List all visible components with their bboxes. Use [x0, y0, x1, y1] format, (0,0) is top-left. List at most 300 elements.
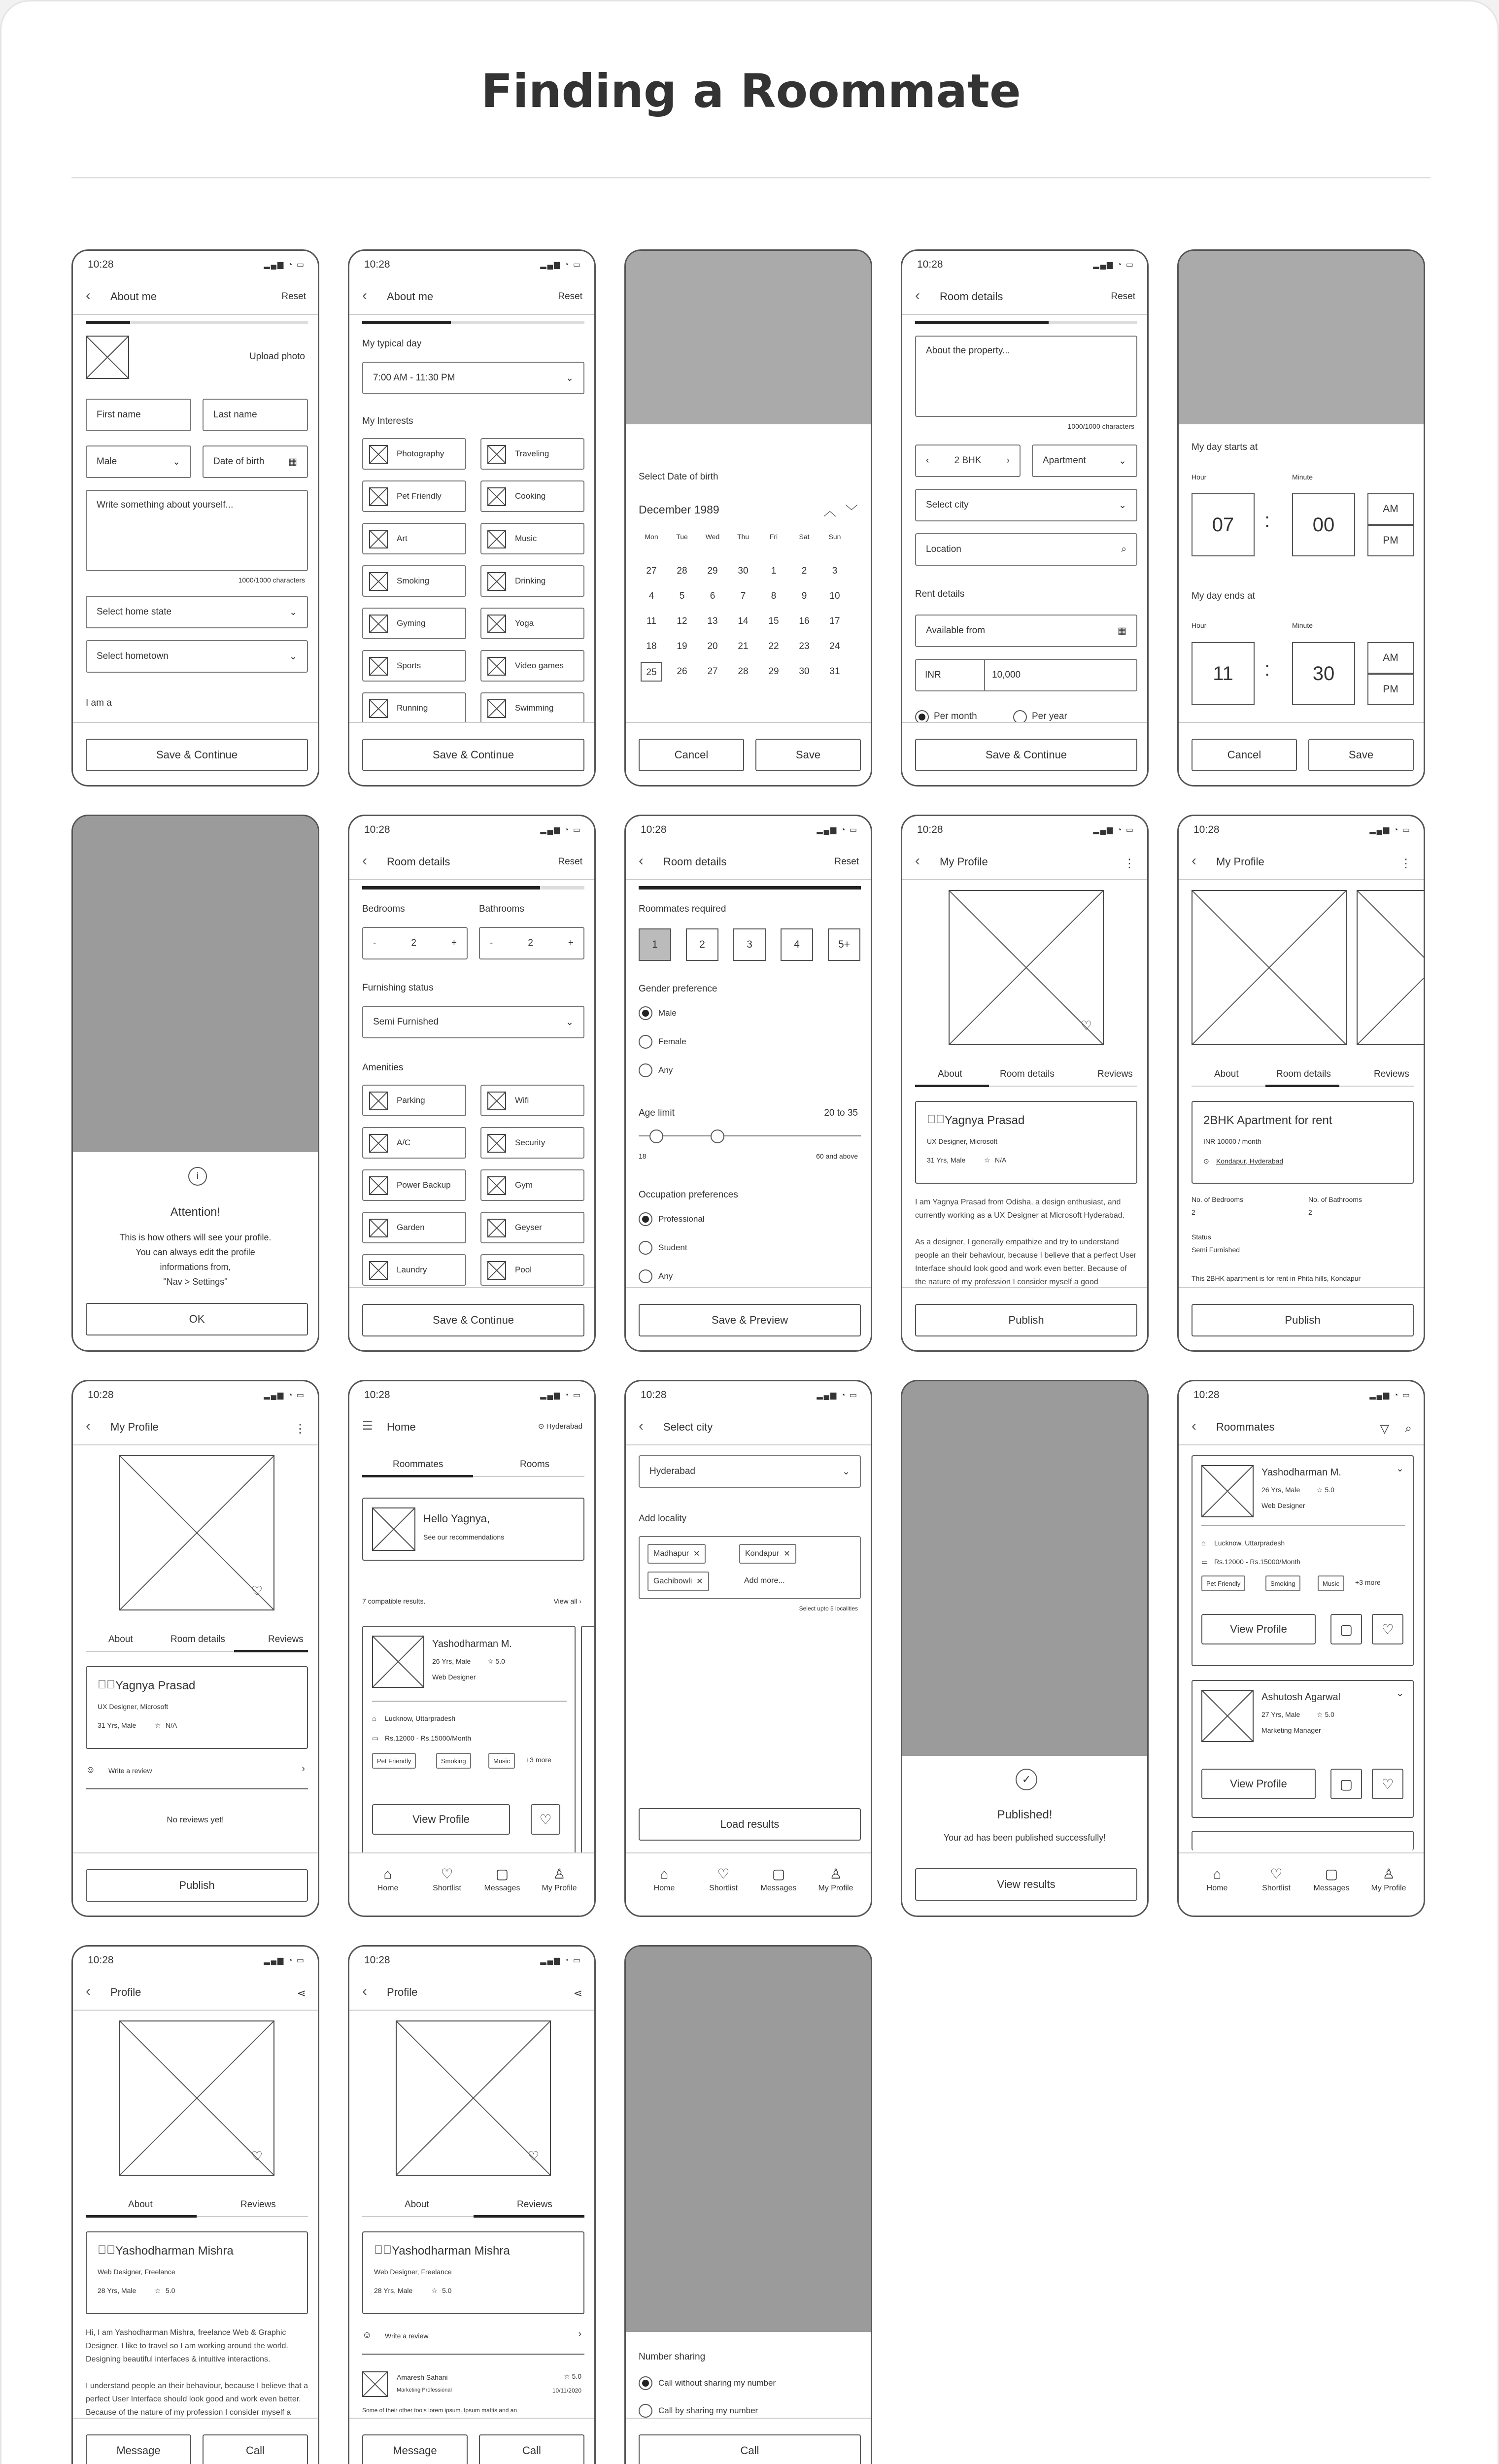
home-icon: ⌂ — [1213, 1866, 1222, 1882]
calendar-day[interactable]: 29 — [768, 666, 779, 677]
bedrooms-stepper[interactable]: - 2 + — [362, 927, 468, 959]
locality-box[interactable] — [639, 1536, 861, 1599]
calendar-day[interactable]: 1 — [771, 566, 777, 576]
nav-home[interactable]: ⌂ Home — [1192, 1864, 1242, 1893]
calendar-day[interactable]: 16 — [799, 616, 810, 626]
back-icon[interactable]: ‹ — [362, 1983, 367, 1999]
option-label: Drinking — [515, 576, 546, 585]
tag: Music — [488, 1753, 515, 1769]
more-icon[interactable]: ⋮ — [1124, 857, 1135, 870]
hour-label: Hour — [1192, 473, 1207, 481]
rent-input[interactable]: INR 10,000 — [915, 659, 1137, 691]
person-card[interactable] — [362, 1626, 576, 1857]
back-icon[interactable]: ‹ — [639, 853, 644, 869]
tab-reviews[interactable]: Reviews — [517, 2199, 552, 2210]
screen-time-picker — [1177, 249, 1425, 787]
back-icon[interactable]: ‹ — [915, 287, 920, 304]
calendar-day[interactable]: 7 — [740, 591, 746, 601]
calendar-day[interactable]: 11 — [647, 616, 656, 626]
save-continue-button[interactable]: Save & Continue — [86, 739, 308, 771]
typical-day-select[interactable]: 7:00 AM - 11:30 PM ⌄ — [362, 362, 584, 394]
calendar-day[interactable]: 19 — [677, 641, 687, 651]
nav-messages[interactable]: ▢ Messages — [1307, 1864, 1356, 1893]
tab-room-details[interactable]: Room details — [1276, 1069, 1331, 1079]
calendar-day[interactable]: 22 — [768, 641, 779, 651]
tab-about[interactable]: About — [108, 1634, 133, 1644]
chat-icon[interactable]: ▢ — [1330, 1614, 1362, 1644]
header — [349, 277, 594, 315]
nav-messages[interactable]: ▢ Messages — [477, 1864, 527, 1893]
end-minute-input[interactable]: 30 — [1292, 642, 1355, 705]
publish-button[interactable]: Publish — [1192, 1304, 1414, 1336]
female-radio[interactable] — [639, 1035, 652, 1049]
back-icon[interactable]: ‹ — [1192, 1418, 1196, 1434]
tab-about[interactable]: About — [1214, 1069, 1239, 1079]
calendar-day[interactable]: 26 — [677, 666, 687, 677]
search-icon: ⌕ — [1121, 544, 1126, 554]
bhk-stepper[interactable]: ‹ 2 BHK › — [915, 445, 1021, 477]
signal-icon: ▂▄▆ ◔ ▭ — [540, 1956, 581, 1965]
option-chip[interactable] — [362, 523, 466, 554]
nav-my-profile[interactable]: ♙ My Profile — [811, 1864, 860, 1893]
weekday-label: Thu — [737, 533, 750, 541]
option-label: Security — [515, 1138, 545, 1147]
header-title: Home — [387, 1421, 416, 1433]
option-chip[interactable] — [480, 1254, 584, 1286]
signal-icon: ▂▄▆ ◔ ▭ — [1369, 826, 1411, 834]
locality-chip[interactable]: Madhapur ✕ — [647, 1544, 706, 1564]
tab-reviews[interactable]: Reviews — [1374, 1069, 1409, 1079]
signal-icon: ▂▄▆ ◔ ▭ — [817, 826, 858, 834]
person-card-next — [581, 1626, 596, 1857]
save-continue-button[interactable]: Save & Continue — [915, 739, 1137, 771]
divider — [71, 177, 1431, 178]
calendar-day[interactable]: 28 — [677, 566, 687, 576]
option-chip[interactable] — [480, 523, 584, 554]
call-button[interactable]: Call — [203, 2434, 308, 2464]
person-meta: 27 Yrs, Male — [1261, 1711, 1300, 1718]
option-chip[interactable] — [480, 480, 584, 512]
calendar-day[interactable]: 15 — [768, 616, 779, 626]
header-title: Profile — [387, 1986, 418, 1998]
calendar-day[interactable]: 30 — [799, 666, 810, 677]
backdrop-overlay — [902, 1381, 1147, 1756]
option-chip[interactable] — [480, 565, 584, 597]
checkbox-icon — [487, 1176, 506, 1195]
view-profile-button[interactable]: View Profile — [1201, 1614, 1316, 1644]
checkbox-icon — [487, 1134, 506, 1153]
back-icon[interactable]: ‹ — [1192, 853, 1196, 869]
start-pm-toggle[interactable]: PM — [1367, 525, 1414, 556]
city-select[interactable]: Select city ⌄ — [915, 489, 1137, 521]
calendar-day[interactable]: 24 — [829, 641, 840, 651]
age-min-handle[interactable] — [649, 1129, 663, 1143]
calendar-day[interactable]: 13 — [707, 616, 718, 626]
ok-button[interactable]: OK — [86, 1303, 308, 1335]
chat-icon[interactable]: ▢ — [1330, 1769, 1362, 1799]
start-hour-input[interactable]: 07 — [1192, 493, 1255, 556]
calendar-day[interactable]: 3 — [832, 566, 838, 576]
male-radio[interactable] — [639, 1006, 652, 1020]
header-title: My Profile — [940, 856, 988, 868]
profile-rating: N/A — [995, 1156, 1007, 1164]
option-label: Wifi — [515, 1095, 529, 1105]
option-label: Pet Friendly — [397, 491, 442, 501]
view-profile-button[interactable]: View Profile — [1201, 1769, 1316, 1799]
option-chip[interactable] — [362, 565, 466, 597]
close-icon: ✕ — [696, 1577, 703, 1586]
dialog-title: Attention! — [170, 1205, 221, 1219]
room-card — [1192, 1101, 1414, 1184]
home-state-select[interactable]: Select home state ⌄ — [86, 596, 308, 628]
option-chip[interactable] — [480, 692, 584, 724]
person-role: Web Designer — [432, 1673, 476, 1681]
checkbox-icon — [487, 572, 506, 591]
heart-icon: ♡ — [717, 1866, 730, 1882]
calendar-day[interactable]: 10 — [829, 591, 840, 601]
reset-link[interactable]: Reset — [281, 291, 306, 302]
tab-room-details[interactable]: Room details — [1000, 1069, 1055, 1079]
reset-link[interactable]: Reset — [558, 856, 582, 867]
nav-home[interactable]: ⌂ Home — [640, 1864, 689, 1893]
locality-hint: Select upto 5 localities — [799, 1605, 858, 1612]
menu-icon[interactable]: ☰ — [362, 1419, 373, 1433]
reset-link[interactable]: Reset — [1111, 291, 1135, 302]
option-chip[interactable] — [480, 650, 584, 682]
room-location-link[interactable]: Kondapur, Hyderabad — [1216, 1157, 1284, 1165]
screen-published — [901, 1380, 1149, 1917]
any-label: Any — [658, 1065, 673, 1075]
gender-select[interactable]: Male ⌄ — [86, 445, 191, 478]
footer — [73, 1287, 318, 1350]
reset-link[interactable]: Reset — [834, 856, 859, 867]
roommate-count-option[interactable]: 4 — [781, 928, 813, 961]
city-pill[interactable]: ⊙ Hyderabad — [538, 1422, 582, 1431]
calendar-day[interactable]: 2 — [801, 566, 807, 576]
calendar-day[interactable]: 27 — [707, 666, 718, 677]
profile-meta: 31 Yrs, Male — [98, 1721, 136, 1729]
bottom-nav — [349, 1852, 594, 1916]
calendar-day[interactable]: 12 — [677, 616, 687, 626]
nav-shortlist[interactable]: ♡ Shortlist — [422, 1864, 472, 1893]
option-chip[interactable] — [362, 650, 466, 682]
option-label: Swimming — [515, 703, 554, 713]
results-count: 7 compatible results. — [362, 1597, 426, 1605]
photo-placeholder[interactable] — [86, 336, 129, 379]
checkbox-icon — [487, 445, 506, 464]
calendar-day[interactable]: 23 — [799, 641, 810, 651]
professional-radio[interactable] — [639, 1212, 652, 1226]
option-label: Laundry — [397, 1265, 427, 1274]
calendar-day[interactable]: 29 — [707, 566, 718, 576]
calendar-day[interactable]: 21 — [738, 641, 749, 651]
back-icon[interactable]: ‹ — [915, 853, 920, 869]
header — [73, 1973, 318, 2011]
option-chip[interactable] — [480, 1085, 584, 1116]
start-minute-input[interactable]: 00 — [1292, 493, 1355, 556]
footer — [349, 2418, 594, 2464]
nav-shortlist[interactable]: ♡ Shortlist — [699, 1864, 748, 1893]
end-am-toggle[interactable]: AM — [1367, 642, 1414, 674]
furnishing-select[interactable]: Semi Furnished ⌄ — [362, 1006, 584, 1038]
option-chip[interactable] — [480, 1212, 584, 1243]
write-review-label: Write a review — [385, 2332, 429, 2340]
calendar-day[interactable]: 25 — [641, 662, 662, 682]
filter-icon[interactable]: ▽ — [1380, 1422, 1389, 1436]
verified-icon: ✓⃝ — [98, 1678, 115, 1691]
share-icon[interactable]: ⋖ — [573, 1987, 582, 1999]
property-type-select[interactable]: Apartment ⌄ — [1032, 445, 1137, 477]
option-label: Art — [397, 534, 408, 543]
option-chip[interactable] — [362, 1212, 466, 1243]
message-button[interactable]: Message — [362, 2434, 468, 2464]
option-chip[interactable] — [362, 1127, 466, 1159]
person-location: Lucknow, Uttarpradesh — [1214, 1539, 1285, 1547]
roommate-count-option[interactable]: 3 — [733, 928, 766, 961]
save-preview-button[interactable]: Save & Preview — [639, 1304, 861, 1336]
first-name-input[interactable]: First name — [86, 399, 191, 431]
back-icon[interactable]: ‹ — [639, 1418, 644, 1434]
calendar-day[interactable]: 18 — [646, 641, 657, 651]
more-icon[interactable]: ⋮ — [1400, 857, 1412, 870]
upload-photo-link[interactable]: Upload photo — [249, 351, 305, 362]
option-chip[interactable] — [362, 692, 466, 724]
city-select[interactable]: Hyderabad ⌄ — [639, 1455, 861, 1488]
chevron-down-icon[interactable]: ﹀ — [845, 504, 858, 518]
tab-reviews[interactable]: Reviews — [268, 1634, 304, 1644]
heart-icon[interactable]: ♡ — [1372, 1614, 1403, 1644]
roommate-count-option[interactable]: 5+ — [828, 928, 860, 961]
calendar-day[interactable]: 17 — [829, 616, 840, 626]
heart-icon[interactable]: ♡ — [1080, 1018, 1092, 1033]
chevron-up-icon[interactable]: ︿ — [823, 504, 836, 518]
profile-bio: I am Yagnya Prasad from Odisha, a design enthusiast, and currently working as a UX Designer at Microsoft Hyderabad. As a designer, I generally empathize and try to understand people an their behaviour, because I believe that a perfect User Interface should look good and work even better. Because of the nature of my profession I consider myself a good — [915, 1198, 1137, 1286]
location-input[interactable]: Location ⌕ — [915, 533, 1137, 566]
footer — [902, 1287, 1147, 1350]
bathrooms-stepper[interactable]: - 2 + — [479, 927, 584, 959]
nav-my-profile[interactable]: ♙ My Profile — [1364, 1864, 1413, 1893]
heart-icon[interactable]: ♡ — [251, 1583, 263, 1598]
profile-tabs — [362, 2195, 584, 2217]
page-title: Finding a Roommate — [481, 65, 1021, 118]
end-pm-toggle[interactable]: PM — [1367, 674, 1414, 705]
roommate-count-option[interactable]: 2 — [686, 928, 718, 961]
age-slider-track — [639, 1135, 861, 1136]
screen-my-profile-about — [901, 815, 1149, 1352]
publish-button[interactable]: Publish — [915, 1304, 1137, 1336]
bathrooms-label: No. of Bathrooms — [1308, 1196, 1362, 1203]
load-results-button[interactable]: Load results — [639, 1808, 861, 1841]
profile-tabs — [1192, 1065, 1414, 1087]
reviewer-name: Amaresh Sahani — [397, 2373, 448, 2381]
checkbox-icon — [487, 657, 506, 676]
option-chip[interactable] — [480, 1127, 584, 1159]
calendar-day[interactable]: 5 — [679, 591, 685, 601]
call-button[interactable]: Call — [479, 2434, 584, 2464]
person-meta: 26 Yrs, Male — [432, 1657, 471, 1665]
roommate-count-option[interactable]: 1 — [639, 928, 671, 961]
calendar-day[interactable]: 9 — [801, 591, 807, 601]
more-icon[interactable]: ⋮ — [294, 1422, 306, 1436]
person-role: Marketing Manager — [1261, 1726, 1321, 1734]
option-chip[interactable] — [362, 1169, 466, 1201]
calendar-day[interactable]: 20 — [707, 641, 718, 651]
start-am-toggle[interactable]: AM — [1367, 493, 1414, 525]
tab-indicator — [1265, 1085, 1339, 1087]
calendar-day[interactable]: 31 — [829, 666, 840, 677]
dob-input[interactable]: Date of birth ▦ — [203, 445, 308, 478]
progress-bar — [362, 321, 584, 324]
checkbox-icon — [369, 699, 388, 718]
view-all-link[interactable]: View all › — [553, 1597, 581, 1605]
tab-roommates[interactable]: Roommates — [393, 1459, 443, 1470]
view-results-button[interactable]: View results — [915, 1868, 1137, 1901]
heart-icon[interactable]: ♡ — [1372, 1769, 1403, 1799]
call-by-sharing-radio[interactable] — [639, 2404, 652, 2418]
write-review-label: Write a review — [108, 1767, 152, 1775]
chevron-down-icon[interactable]: ⌄ — [1396, 1464, 1404, 1474]
option-chip[interactable] — [362, 480, 466, 512]
message-button[interactable]: Message — [86, 2434, 191, 2464]
any-radio[interactable] — [639, 1063, 652, 1077]
tab-reviews[interactable]: Reviews — [1097, 1069, 1133, 1079]
any-occupation-radio[interactable] — [639, 1269, 652, 1283]
footer — [73, 2418, 318, 2464]
checkbox-icon — [369, 445, 388, 464]
back-icon[interactable]: ‹ — [362, 853, 367, 869]
write-review-row[interactable] — [362, 2326, 584, 2355]
person-photo — [1201, 1465, 1254, 1517]
profile-photo — [119, 2020, 274, 2176]
option-chip[interactable] — [362, 1254, 466, 1286]
bedrooms-value: 2 — [1192, 1208, 1195, 1216]
tab-about[interactable]: About — [938, 1069, 962, 1079]
screen-home — [348, 1380, 596, 1917]
save-button[interactable]: Save — [1308, 739, 1414, 771]
hometown-select[interactable]: Select hometown ⌄ — [86, 640, 308, 673]
weekday-label: Wed — [705, 533, 720, 541]
option-chip[interactable] — [480, 1169, 584, 1201]
locality-chip[interactable]: Kondapur ✕ — [739, 1544, 796, 1564]
tab-rooms[interactable]: Rooms — [520, 1459, 550, 1470]
save-button[interactable]: Save — [755, 739, 861, 771]
back-icon[interactable]: ‹ — [86, 287, 91, 304]
footer — [902, 722, 1147, 785]
tab-about[interactable]: About — [128, 2199, 153, 2210]
option-chip[interactable] — [362, 1085, 466, 1116]
option-chip[interactable] — [362, 608, 466, 639]
chevron-right-icon: › — [578, 2329, 581, 2339]
calendar-day[interactable]: 28 — [738, 666, 749, 677]
nav-shortlist[interactable]: ♡ Shortlist — [1252, 1864, 1301, 1893]
option-chip[interactable] — [480, 608, 584, 639]
day-starts-label: My day starts at — [1192, 442, 1258, 452]
day-ends-label: My day ends at — [1192, 591, 1255, 601]
end-hour-input[interactable]: 11 — [1192, 642, 1255, 705]
checkbox-icon — [487, 530, 506, 548]
profile-tabs — [86, 2195, 308, 2217]
cancel-button[interactable]: Cancel — [1192, 739, 1297, 771]
calendar-day[interactable]: 4 — [648, 591, 654, 601]
about-property-textarea[interactable]: About the property... — [915, 336, 1137, 417]
calendar-day[interactable]: 8 — [771, 591, 777, 601]
reviewer-avatar — [362, 2371, 388, 2397]
furnishing-label: Furnishing status — [362, 983, 434, 993]
reset-link[interactable]: Reset — [558, 291, 582, 302]
option-label: Smoking — [397, 576, 430, 585]
header — [73, 1408, 318, 1445]
student-radio[interactable] — [639, 1241, 652, 1255]
chevron-right-icon: › — [302, 1764, 305, 1774]
call-button[interactable]: Call — [639, 2434, 861, 2464]
bedrooms-label: Bedrooms — [362, 904, 405, 914]
option-chip[interactable] — [480, 438, 584, 470]
checkbox-icon — [369, 487, 388, 506]
option-label: Geyser — [515, 1223, 542, 1232]
about-textarea[interactable]: Write something about yourself... — [86, 490, 308, 571]
nav-messages[interactable]: ▢ Messages — [754, 1864, 803, 1893]
calendar-day[interactable]: 14 — [738, 616, 749, 626]
back-icon[interactable]: ‹ — [86, 1418, 91, 1434]
option-label: Photography — [397, 449, 444, 458]
tab-room-details[interactable]: Room details — [170, 1634, 225, 1644]
save-continue-button[interactable]: Save & Continue — [362, 739, 584, 771]
available-from-input[interactable]: Available from ▦ — [915, 615, 1137, 647]
publish-button[interactable]: Publish — [86, 1869, 308, 1902]
back-icon[interactable]: ‹ — [86, 1983, 91, 1999]
recommendation-text: See our recommendations — [423, 1533, 505, 1541]
locality-chip[interactable]: Gachibowli ✕ — [647, 1572, 709, 1591]
no-reviews-text: No reviews yet! — [167, 1815, 224, 1824]
header — [626, 1408, 871, 1445]
call-without-sharing-radio[interactable] — [639, 2376, 652, 2390]
calendar-day[interactable]: 6 — [710, 591, 715, 601]
signal-icon: ▂▄▆ ◔ ▭ — [264, 1391, 305, 1400]
heart-icon[interactable]: ♡ — [527, 2149, 539, 2163]
calendar-day[interactable]: 27 — [646, 566, 657, 576]
chevron-down-icon[interactable]: ⌄ — [1396, 1688, 1404, 1699]
age-max-handle[interactable] — [711, 1129, 724, 1143]
person-card[interactable] — [1192, 1680, 1414, 1818]
view-profile-button[interactable]: View Profile — [372, 1804, 510, 1835]
nav-home[interactable]: ⌂ Home — [363, 1864, 412, 1893]
nav-my-profile[interactable]: ♙ My Profile — [535, 1864, 584, 1893]
back-icon[interactable]: ‹ — [362, 287, 367, 304]
cancel-button[interactable]: Cancel — [639, 739, 744, 771]
share-icon[interactable]: ⋖ — [297, 1987, 306, 1999]
person-card[interactable] — [1192, 1455, 1414, 1666]
signal-icon: ▂▄▆ ◔ ▭ — [1093, 261, 1134, 269]
last-name-input[interactable]: Last name — [203, 399, 308, 431]
search-icon[interactable]: ⌕ — [1405, 1422, 1412, 1435]
header-title: Select city — [663, 1421, 713, 1433]
profile-tabs — [915, 1065, 1137, 1087]
save-continue-button[interactable]: Save & Continue — [362, 1304, 584, 1336]
tab-reviews[interactable]: Reviews — [240, 2199, 276, 2210]
heart-icon[interactable]: ♡ — [531, 1804, 560, 1835]
add-more-input[interactable]: Add more... — [744, 1576, 785, 1585]
checkbox-icon — [487, 699, 506, 718]
write-review-row[interactable] — [86, 1761, 308, 1789]
profile-card — [915, 1101, 1137, 1184]
option-chip[interactable] — [362, 438, 466, 470]
heart-icon[interactable]: ♡ — [251, 2149, 263, 2163]
screen-profile-about — [71, 1945, 319, 2464]
dialog-body: This is how others will see your profile. You can always edit the profile informations from, "Nav > Settings" — [119, 1232, 272, 1287]
calendar-day[interactable]: 30 — [738, 566, 749, 576]
tab-about[interactable]: About — [405, 2199, 429, 2210]
required-label: Roommates required — [639, 904, 726, 914]
